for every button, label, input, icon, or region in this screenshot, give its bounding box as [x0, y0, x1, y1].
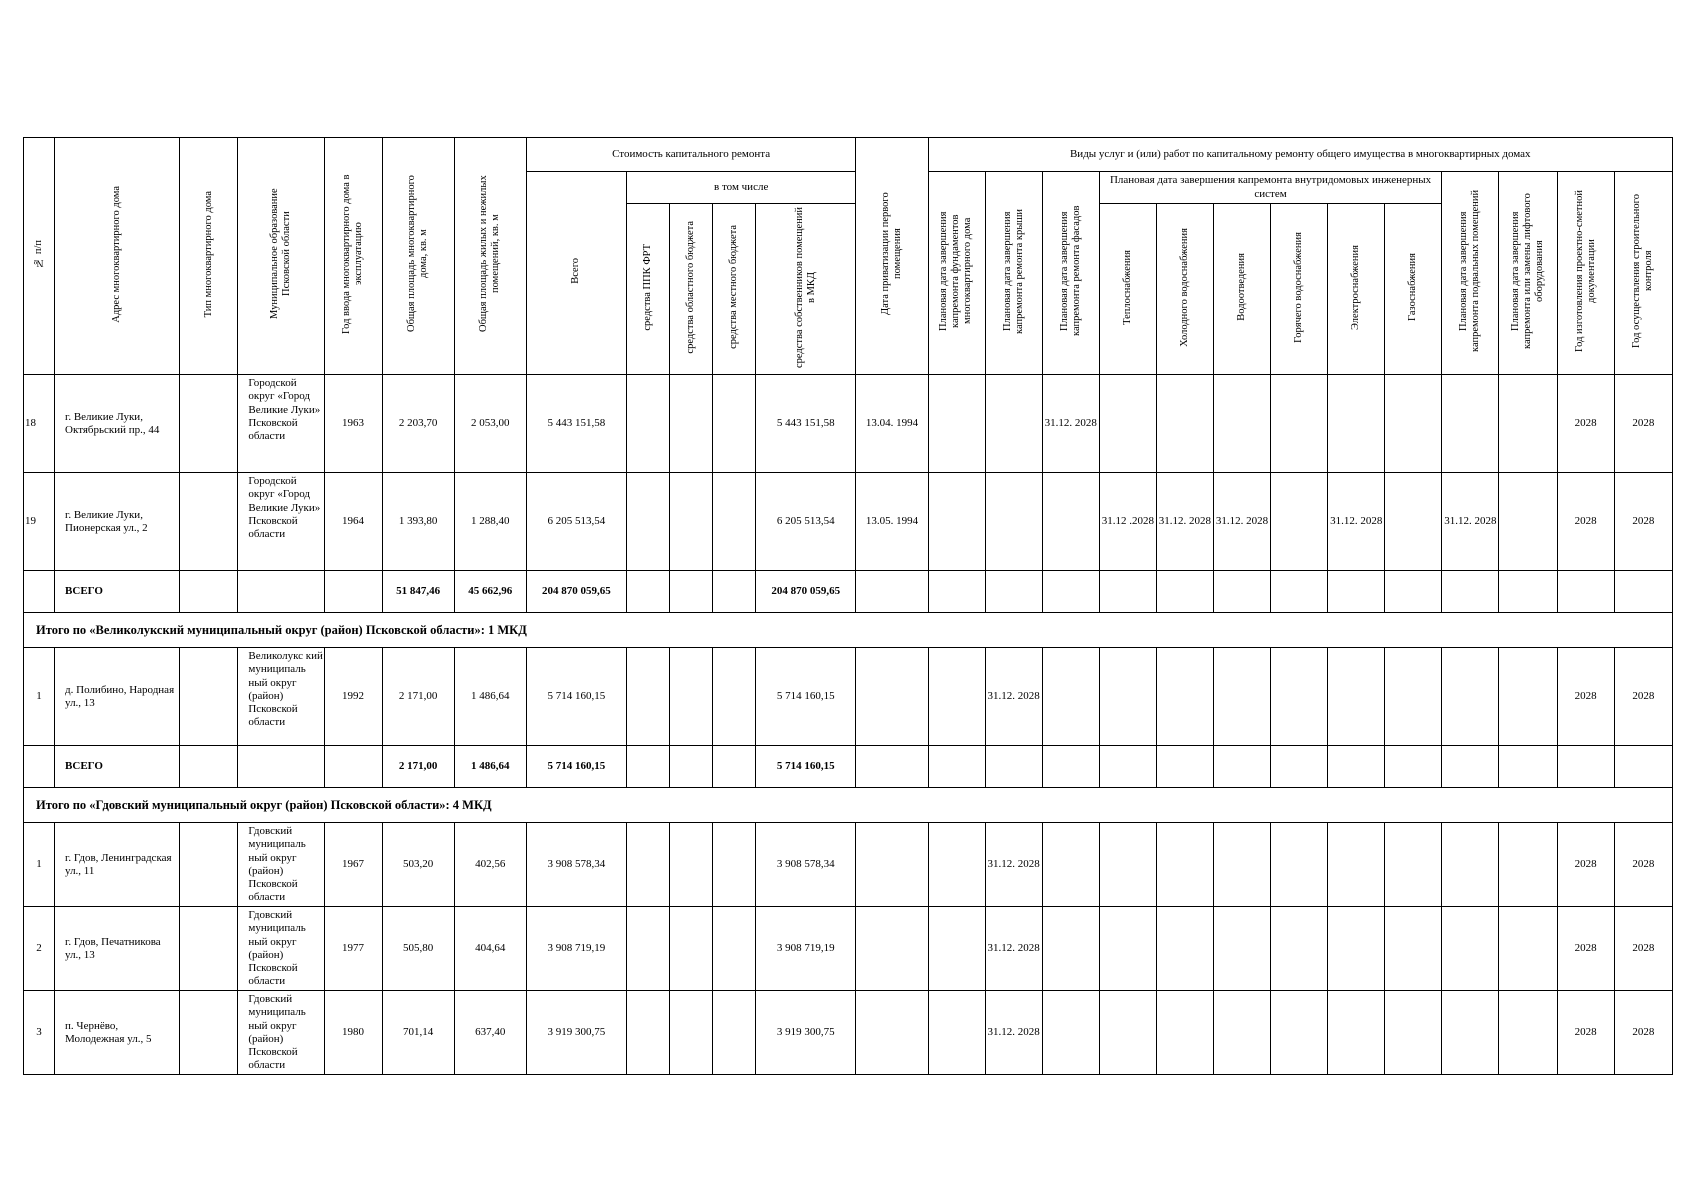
cell-regional — [670, 473, 713, 571]
cell-electric — [1328, 648, 1385, 746]
cell-municipality: Городской округ «Город Великие Луки» Псковской области — [238, 375, 324, 473]
cell-address: п. Чернёво, Молодежная ул., 5 — [55, 991, 180, 1075]
cell-foundation — [928, 473, 985, 571]
cell-regional — [670, 648, 713, 746]
cell-sewer — [1213, 991, 1270, 1075]
total-row — [24, 746, 1673, 788]
col-local: средства местного бюджета — [713, 204, 756, 375]
col-cost-total: Всего — [526, 172, 626, 375]
cell-design-year: 2028 — [1557, 991, 1614, 1075]
col-roof: Плановая дата завершения капремонта ремонта крыши — [985, 172, 1042, 375]
cell-total-area: 2 171,00 — [382, 648, 454, 746]
works-group-header: Виды услуг и (или) работ по капитальному ремонту общего имущества в многоквартирных домах — [928, 138, 1673, 172]
cell-total-area: 505,80 — [382, 907, 454, 991]
cell-year: 1992 — [324, 648, 382, 746]
cell-heat — [1099, 907, 1156, 991]
cell-cold-water — [1156, 648, 1213, 746]
cell-basement — [1442, 648, 1499, 746]
cell-address: г. Великие Луки, Октябрьский пр., 44 — [55, 375, 180, 473]
cell-elevator — [1499, 648, 1557, 746]
cell-ppk — [627, 375, 670, 473]
col-elevator: Плановая дата завершения капремонта или замены лифтового оборудования — [1499, 172, 1557, 375]
cell-local — [713, 907, 756, 991]
cell-electric: 31.12. 2028 — [1328, 473, 1385, 571]
cell-privatization — [856, 823, 928, 907]
cell-elevator — [1499, 473, 1557, 571]
table-row — [24, 473, 1673, 571]
col-privatization: Дата приватизации первого помещения — [856, 138, 928, 375]
cell-owners: 3 908 719,19 — [756, 907, 856, 991]
cell-owners: 5 443 151,58 — [756, 375, 856, 473]
cell-design-year: 2028 — [1557, 823, 1614, 907]
cell-heat — [1099, 823, 1156, 907]
cell-basement: 31.12. 2028 — [1442, 473, 1499, 571]
systems-group-header: Плановая дата завершения капремонта внутридомовых инженерных систем — [1099, 172, 1442, 204]
cell-local — [713, 375, 756, 473]
cell-address: г. Великие Луки, Пионерская ул., 2 — [55, 473, 180, 571]
cell-cost-total: 6 205 513,54 — [526, 473, 626, 571]
cell-sewer — [1213, 375, 1270, 473]
cell-hot-water — [1271, 991, 1328, 1075]
cell-gas — [1385, 473, 1442, 571]
col-ppk: средства ППК ФРТ — [627, 204, 670, 375]
cell-type — [180, 907, 238, 991]
cell-living-area: 404,64 — [454, 907, 526, 991]
cell-num: 3 — [24, 991, 55, 1075]
cell-roof: 31.12. 2028 — [985, 991, 1042, 1075]
cell-type — [180, 823, 238, 907]
cell-local — [713, 473, 756, 571]
cell-cost-total: 5 714 160,15 — [526, 648, 626, 746]
cell-hot-water — [1271, 375, 1328, 473]
cell-elevator — [1499, 907, 1557, 991]
total-label: ВСЕГО — [55, 746, 180, 788]
cell-facade: 31.12. 2028 — [1042, 375, 1099, 473]
cell-cost-total: 3 919 300,75 — [526, 991, 626, 1075]
col-foundation: Плановая дата завершения капремонта фундаментов многоквартирного дома — [928, 172, 985, 375]
cell-basement — [1442, 991, 1499, 1075]
cell-num: 2 — [24, 907, 55, 991]
cell-type — [180, 991, 238, 1075]
cell-total-area: 1 393,80 — [382, 473, 454, 571]
cell-roof: 31.12. 2028 — [985, 907, 1042, 991]
total-owners: 204 870 059,65 — [756, 571, 856, 613]
cell-cold-water: 31.12. 2028 — [1156, 473, 1213, 571]
cell-num: 1 — [24, 648, 55, 746]
cell-year: 1963 — [324, 375, 382, 473]
cell-year: 1980 — [324, 991, 382, 1075]
cell-electric — [1328, 991, 1385, 1075]
cell-gas — [1385, 648, 1442, 746]
cell-cold-water — [1156, 907, 1213, 991]
cell-cold-water — [1156, 991, 1213, 1075]
cell-control-year: 2028 — [1614, 823, 1672, 907]
cell-foundation — [928, 375, 985, 473]
cell-ppk — [627, 473, 670, 571]
col-living-area: Общая площадь жилых и нежилых помещений, кв. м — [454, 138, 526, 375]
cell-elevator — [1499, 991, 1557, 1075]
cost-group-header: Стоимость капитального ремонта — [526, 138, 856, 172]
cell-type — [180, 473, 238, 571]
cell-control-year: 2028 — [1614, 473, 1672, 571]
cell-gas — [1385, 907, 1442, 991]
col-address: Адрес многоквартирного дома — [55, 138, 180, 375]
cell-gas — [1385, 991, 1442, 1075]
cell-local — [713, 648, 756, 746]
table-header — [24, 138, 1673, 375]
total-row — [24, 571, 1673, 613]
total-area: 51 847,46 — [382, 571, 454, 613]
cell-living-area: 2 053,00 — [454, 375, 526, 473]
cell-sewer — [1213, 648, 1270, 746]
cell-privatization — [856, 907, 928, 991]
cell-regional — [670, 907, 713, 991]
cell-design-year: 2028 — [1557, 473, 1614, 571]
total-label: ВСЕГО — [55, 571, 180, 613]
cell-heat — [1099, 375, 1156, 473]
col-cold-water: Холодного водоснабжения — [1156, 204, 1213, 375]
cell-foundation — [928, 823, 985, 907]
table-row — [24, 823, 1673, 907]
cell-municipality: Городской округ «Город Великие Луки» Псковской области — [238, 473, 324, 571]
cell-address: д. Полибино, Народная ул., 13 — [55, 648, 180, 746]
capital-repair-table — [23, 137, 1673, 1075]
col-sewer: Водоотведения — [1213, 204, 1270, 375]
cell-control-year: 2028 — [1614, 907, 1672, 991]
cell-design-year: 2028 — [1557, 907, 1614, 991]
cell-electric — [1328, 375, 1385, 473]
cell-type — [180, 648, 238, 746]
cell-municipality: Гдовский муниципаль ный округ (район) Псковской области — [238, 823, 324, 907]
cell-facade — [1042, 648, 1099, 746]
table-body — [24, 375, 1673, 1075]
table-row — [24, 648, 1673, 746]
cell-num: 1 — [24, 823, 55, 907]
cell-type — [180, 375, 238, 473]
cell-local — [713, 823, 756, 907]
cell-regional — [670, 991, 713, 1075]
section-heading: Итого по «Великолукский муниципальный округ (район) Псковской области»: 1 МКД — [24, 613, 1673, 648]
including-header: в том числе — [627, 172, 856, 204]
total-owners: 5 714 160,15 — [756, 746, 856, 788]
cell-hot-water — [1271, 473, 1328, 571]
cell-electric — [1328, 907, 1385, 991]
table-row — [24, 375, 1673, 473]
cell-cost-total: 3 908 578,34 — [526, 823, 626, 907]
col-design-year: Год изготовления проектно-сметной документации — [1557, 172, 1614, 375]
cell-cost-total: 5 443 151,58 — [526, 375, 626, 473]
cell-electric — [1328, 823, 1385, 907]
cell-control-year: 2028 — [1614, 991, 1672, 1075]
cell-address: г. Гдов, Ленинградская ул., 11 — [55, 823, 180, 907]
cell-privatization — [856, 648, 928, 746]
cell-owners: 6 205 513,54 — [756, 473, 856, 571]
cell-design-year: 2028 — [1557, 648, 1614, 746]
cell-privatization: 13.04. 1994 — [856, 375, 928, 473]
col-electric: Электроснабжения — [1328, 204, 1385, 375]
cell-facade — [1042, 823, 1099, 907]
cell-privatization: 13.05. 1994 — [856, 473, 928, 571]
cell-roof — [985, 473, 1042, 571]
cell-gas — [1385, 375, 1442, 473]
total-living-area: 45 662,96 — [454, 571, 526, 613]
col-hot-water: Горячего водоснабжения — [1271, 204, 1328, 375]
cell-foundation — [928, 648, 985, 746]
cell-control-year: 2028 — [1614, 375, 1672, 473]
cell-gas — [1385, 823, 1442, 907]
section-heading-row — [24, 788, 1673, 823]
cell-regional — [670, 375, 713, 473]
cell-address: г. Гдов, Печатникова ул., 13 — [55, 907, 180, 991]
cell-foundation — [928, 991, 985, 1075]
total-area: 2 171,00 — [382, 746, 454, 788]
section-heading-row — [24, 613, 1673, 648]
cell-hot-water — [1271, 907, 1328, 991]
total-cost: 5 714 160,15 — [526, 746, 626, 788]
cell-roof: 31.12. 2028 — [985, 823, 1042, 907]
col-municipality: Муниципальное образование Псковской области — [238, 138, 324, 375]
col-gas: Газоснабжения — [1385, 204, 1442, 375]
cell-heat: 31.12 .2028 — [1099, 473, 1156, 571]
cell-year: 1967 — [324, 823, 382, 907]
cell-ppk — [627, 991, 670, 1075]
cell-living-area: 1 288,40 — [454, 473, 526, 571]
cell-year: 1964 — [324, 473, 382, 571]
col-heat: Теплоснабжения — [1099, 204, 1156, 375]
cell-roof: 31.12. 2028 — [985, 648, 1042, 746]
cell-num: 19 — [24, 473, 55, 571]
cell-facade — [1042, 473, 1099, 571]
col-type: Тип многоквартирного дома — [180, 138, 238, 375]
total-cost: 204 870 059,65 — [526, 571, 626, 613]
table-row — [24, 991, 1673, 1075]
cell-heat — [1099, 991, 1156, 1075]
cell-basement — [1442, 823, 1499, 907]
cell-cold-water — [1156, 823, 1213, 907]
cell-year: 1977 — [324, 907, 382, 991]
col-year: Год ввода многоквартирного дома в эксплуатацию — [324, 138, 382, 375]
section-heading: Итого по «Гдовский муниципальный округ (район) Псковской области»: 4 МКД — [24, 788, 1673, 823]
cell-living-area: 637,40 — [454, 991, 526, 1075]
cell-ppk — [627, 907, 670, 991]
cell-regional — [670, 823, 713, 907]
cell-living-area: 402,56 — [454, 823, 526, 907]
col-basement: Плановая дата завершения капремонта подвальных помещений — [1442, 172, 1499, 375]
col-regional: средства областного бюджета — [670, 204, 713, 375]
cell-owners: 5 714 160,15 — [756, 648, 856, 746]
cell-design-year: 2028 — [1557, 375, 1614, 473]
cell-sewer — [1213, 907, 1270, 991]
cell-ppk — [627, 648, 670, 746]
cell-privatization — [856, 991, 928, 1075]
cell-municipality: Гдовский муниципаль ный округ (район) Псковской области — [238, 907, 324, 991]
col-facade: Плановая дата завершения капремонта ремонта фасадов — [1042, 172, 1099, 375]
cell-basement — [1442, 907, 1499, 991]
cell-owners: 3 919 300,75 — [756, 991, 856, 1075]
cell-cost-total: 3 908 719,19 — [526, 907, 626, 991]
col-control-year: Год осуществления строительного контроля — [1614, 172, 1672, 375]
cell-sewer: 31.12. 2028 — [1213, 473, 1270, 571]
cell-local — [713, 991, 756, 1075]
cell-total-area: 2 203,70 — [382, 375, 454, 473]
cell-total-area: 701,14 — [382, 991, 454, 1075]
cell-living-area: 1 486,64 — [454, 648, 526, 746]
cell-foundation — [928, 907, 985, 991]
col-owners: средства собственников помещений в МКД — [756, 204, 856, 375]
col-num: № п/п — [24, 138, 55, 375]
cell-municipality: Великолукс кий муниципаль ный округ (район) Псковской области — [238, 648, 324, 746]
cell-facade — [1042, 991, 1099, 1075]
cell-cold-water — [1156, 375, 1213, 473]
col-total-area: Общая площадь многоквартирного дома, кв. м — [382, 138, 454, 375]
cell-elevator — [1499, 823, 1557, 907]
cell-hot-water — [1271, 648, 1328, 746]
cell-hot-water — [1271, 823, 1328, 907]
cell-ppk — [627, 823, 670, 907]
cell-municipality: Гдовский муниципаль ный округ (район) Псковской области — [238, 991, 324, 1075]
table-row — [24, 907, 1673, 991]
cell-heat — [1099, 648, 1156, 746]
total-living-area: 1 486,64 — [454, 746, 526, 788]
cell-control-year: 2028 — [1614, 648, 1672, 746]
cell-num: 18 — [24, 375, 55, 473]
cell-elevator — [1499, 375, 1557, 473]
cell-owners: 3 908 578,34 — [756, 823, 856, 907]
cell-sewer — [1213, 823, 1270, 907]
cell-total-area: 503,20 — [382, 823, 454, 907]
cell-roof — [985, 375, 1042, 473]
cell-facade — [1042, 907, 1099, 991]
cell-basement — [1442, 375, 1499, 473]
